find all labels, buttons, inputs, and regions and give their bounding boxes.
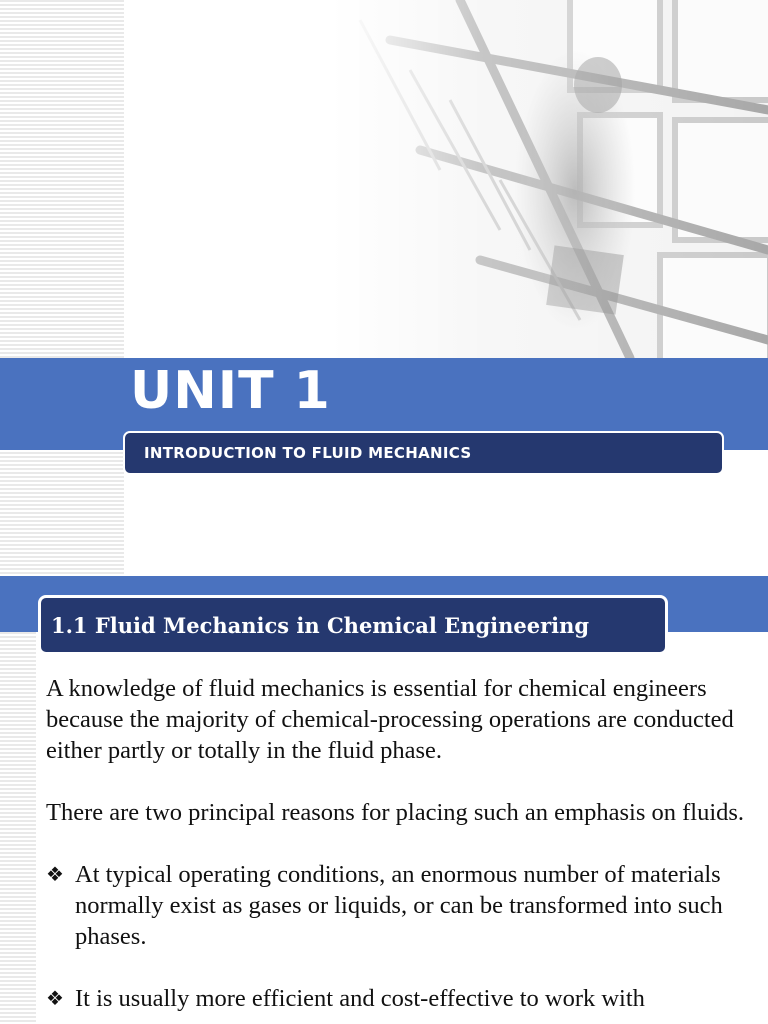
- slide-body: [46, 673, 746, 1024]
- content-slide: [0, 576, 768, 1024]
- section-heading-banner: [38, 595, 668, 655]
- diamond-bullet-icon: ❖: [46, 862, 64, 886]
- staircase-figure-photo: [330, 0, 768, 358]
- paragraph: A knowledge of fluid mechanics is essential for chemical engineers because the majority of chemical-processing operations are conducted either partly or totally in the fluid phase.: [46, 675, 734, 764]
- paragraph: There are two principal reasons for placing such an emphasis on fluids.: [46, 799, 745, 826]
- section-heading: 1.1 Fluid Mechanics in Chemical Engineering: [51, 612, 590, 638]
- bullet-item: [46, 983, 746, 1014]
- subtitle-banner: [123, 431, 724, 475]
- diamond-bullet-icon: ❖: [46, 986, 64, 1010]
- decorative-stripes: [0, 632, 36, 1024]
- unit-title: UNIT 1: [130, 361, 331, 421]
- bullet-text: It is usually more efficient and cost-effective to work with: [75, 985, 645, 1012]
- subtitle-text: INTRODUCTION TO FLUID MECHANICS: [144, 444, 472, 462]
- bullet-text: At typical operating conditions, an enormous number of materials normally exist as gases or liquids, or can be transformed into such phases.: [75, 861, 723, 950]
- bullet-item: [46, 859, 746, 952]
- decorative-stripes: [0, 0, 124, 576]
